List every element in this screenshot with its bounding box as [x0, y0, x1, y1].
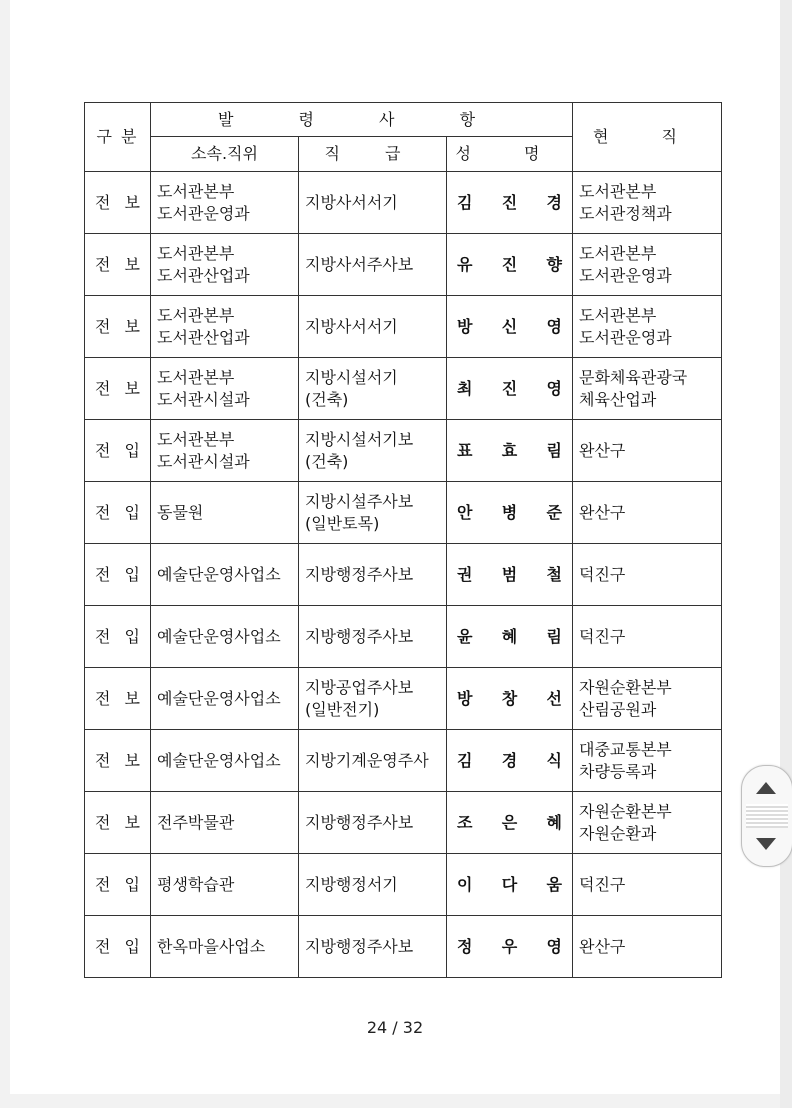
hyeonjik-line: 완산구 — [579, 440, 626, 460]
gubun-char: 전 — [95, 812, 111, 832]
gubun-char: 보 — [124, 254, 140, 274]
cell-hyeonjik — [573, 358, 722, 420]
gubun-char: 전 — [95, 502, 111, 522]
cell-sosok — [151, 296, 299, 358]
cell-name — [447, 172, 573, 234]
name-char: 윤 — [457, 626, 473, 646]
jikgeup-line: 지방사서서기 — [305, 316, 398, 336]
jikgeup-line: 지방행정주사보 — [305, 812, 414, 832]
header-jikgeup: 직 급 — [299, 137, 447, 172]
gubun-char: 전 — [95, 936, 111, 956]
cell-hyeonjik — [573, 916, 722, 978]
gubun-char: 전 — [95, 440, 111, 460]
hyeonjik-line: 덕진구 — [579, 874, 626, 894]
hyeonjik-line: 도서관본부 — [579, 243, 657, 263]
jikgeup-line: 지방기계운영주사 — [305, 750, 429, 770]
cell-sosok — [151, 482, 299, 544]
sosok-line: 도서관시설과 — [157, 451, 250, 471]
table-row — [85, 420, 722, 482]
cell-sosok — [151, 420, 299, 482]
name-char: 경 — [546, 192, 562, 212]
page-scroll-control[interactable] — [741, 765, 792, 867]
hyeonjik-line: 자원순환본부 — [579, 677, 672, 697]
cell-gubun — [85, 854, 151, 916]
sosok-line: 도서관운영과 — [157, 203, 250, 223]
hyeonjik-line: 완산구 — [579, 502, 626, 522]
jikgeup-line: 지방사서서기 — [305, 192, 398, 212]
name-char: 움 — [546, 874, 562, 894]
sosok-line: 예술단운영사업소 — [157, 564, 281, 584]
gubun-char: 전 — [95, 750, 111, 770]
name-char: 방 — [457, 316, 473, 336]
name-char: 우 — [501, 936, 518, 956]
gubun-char: 보 — [124, 378, 140, 398]
header-seongmyeong: 성 명 — [447, 137, 573, 172]
table-row — [85, 792, 722, 854]
table-row — [85, 358, 722, 420]
cell-hyeonjik — [573, 544, 722, 606]
cell-jikgeup — [299, 420, 447, 482]
jikgeup-line: (일반토목) — [305, 513, 380, 533]
name-char: 효 — [501, 440, 518, 460]
sosok-line: 도서관본부 — [157, 429, 235, 449]
gubun-char: 보 — [124, 316, 140, 336]
sosok-line: 도서관본부 — [157, 305, 235, 325]
name-char: 진 — [501, 254, 518, 274]
cell-sosok — [151, 730, 299, 792]
hyeonjik-line: 완산구 — [579, 936, 626, 956]
name-char: 김 — [457, 192, 473, 212]
table-row — [85, 606, 722, 668]
jikgeup-line: (건축) — [305, 451, 349, 471]
sosok-line: 전주박물관 — [157, 812, 235, 832]
gubun-char: 입 — [124, 936, 140, 956]
cell-jikgeup — [299, 482, 447, 544]
table-row — [85, 296, 722, 358]
gubun-char: 전 — [95, 192, 111, 212]
hyeonjik-line: 차량등록과 — [579, 761, 657, 781]
cell-jikgeup — [299, 358, 447, 420]
name-char: 창 — [501, 688, 518, 708]
hyeonjik-line: 덕진구 — [579, 626, 626, 646]
gubun-char: 전 — [95, 626, 111, 646]
name-char: 선 — [546, 688, 562, 708]
sosok-line: 동물원 — [157, 502, 204, 522]
cell-gubun — [85, 544, 151, 606]
name-char: 영 — [546, 316, 562, 336]
jikgeup-line: (건축) — [305, 389, 349, 409]
name-char: 향 — [546, 254, 562, 274]
table-row — [85, 482, 722, 544]
jikgeup-line: 지방공업주사보 — [305, 677, 414, 697]
cell-gubun — [85, 606, 151, 668]
sosok-line: 도서관산업과 — [157, 327, 250, 347]
cell-name — [447, 854, 573, 916]
cell-hyeonjik — [573, 482, 722, 544]
hyeonjik-line: 도서관정책과 — [579, 203, 672, 223]
cell-jikgeup — [299, 668, 447, 730]
gubun-char: 입 — [124, 502, 140, 522]
cell-name — [447, 916, 573, 978]
cell-hyeonjik — [573, 296, 722, 358]
cell-name — [447, 792, 573, 854]
hyeonjik-line: 자원순환본부 — [579, 801, 672, 821]
cell-jikgeup — [299, 854, 447, 916]
sosok-line: 예술단운영사업소 — [157, 626, 281, 646]
name-char: 안 — [457, 502, 473, 522]
cell-hyeonjik — [573, 854, 722, 916]
hyeonjik-line: 자원순환과 — [579, 823, 657, 843]
jikgeup-line: 지방행정주사보 — [305, 936, 414, 956]
gubun-char: 전 — [95, 688, 111, 708]
cell-hyeonjik — [573, 234, 722, 296]
jikgeup-line: 지방시설서기보 — [305, 429, 414, 449]
cell-hyeonjik — [573, 172, 722, 234]
gubun-char: 보 — [124, 688, 140, 708]
scroll-grip[interactable] — [746, 804, 788, 828]
name-char: 범 — [501, 564, 518, 584]
name-char: 최 — [457, 378, 473, 398]
sosok-line: 도서관본부 — [157, 367, 235, 387]
jikgeup-line: 지방시설주사보 — [305, 491, 414, 511]
name-char: 다 — [501, 874, 518, 894]
table-row — [85, 172, 722, 234]
jikgeup-line: 지방사서주사보 — [305, 254, 414, 274]
sosok-line: 한옥마을사업소 — [157, 936, 266, 956]
cell-name — [447, 296, 573, 358]
viewer-scroll-track — [780, 0, 792, 1108]
jikgeup-line: 지방행정서기 — [305, 874, 398, 894]
cell-gubun — [85, 296, 151, 358]
cell-gubun — [85, 916, 151, 978]
page-number: 24 / 32 — [366, 1018, 424, 1037]
table-row — [85, 234, 722, 296]
jikgeup-line: 지방행정주사보 — [305, 564, 414, 584]
name-char: 림 — [546, 440, 562, 460]
cell-name — [447, 482, 573, 544]
chevron-up-icon[interactable] — [756, 782, 776, 794]
sosok-line: 도서관본부 — [157, 181, 235, 201]
name-char: 영 — [546, 378, 562, 398]
name-char: 병 — [501, 502, 518, 522]
name-char: 정 — [457, 936, 473, 956]
sosok-line: 도서관산업과 — [157, 265, 250, 285]
cell-sosok — [151, 172, 299, 234]
cell-name — [447, 668, 573, 730]
gubun-char: 입 — [124, 564, 140, 584]
cell-sosok — [151, 916, 299, 978]
gubun-char: 입 — [124, 626, 140, 646]
name-char: 진 — [501, 192, 518, 212]
cell-jikgeup — [299, 916, 447, 978]
cell-sosok — [151, 358, 299, 420]
name-char: 유 — [457, 254, 473, 274]
sosok-line: 평생학습관 — [157, 874, 235, 894]
sosok-line: 도서관본부 — [157, 243, 235, 263]
table-row — [85, 916, 722, 978]
hyeonjik-line: 산림공원과 — [579, 699, 657, 719]
cell-sosok — [151, 544, 299, 606]
name-char: 식 — [546, 750, 562, 770]
cell-hyeonjik — [573, 606, 722, 668]
cell-gubun — [85, 730, 151, 792]
jikgeup-line: 지방시설서기 — [305, 367, 398, 387]
name-char: 준 — [546, 502, 562, 522]
cell-name — [447, 234, 573, 296]
sosok-line: 도서관시설과 — [157, 389, 250, 409]
hyeonjik-line: 도서관본부 — [579, 305, 657, 325]
name-char: 김 — [457, 750, 473, 770]
jikgeup-line: (일반전기) — [305, 699, 380, 719]
gubun-char: 전 — [95, 378, 111, 398]
cell-gubun — [85, 234, 151, 296]
hyeonjik-line: 도서관운영과 — [579, 327, 672, 347]
cell-sosok — [151, 854, 299, 916]
cell-jikgeup — [299, 792, 447, 854]
cell-gubun — [85, 172, 151, 234]
gubun-char: 입 — [124, 440, 140, 460]
chevron-down-icon[interactable] — [756, 838, 776, 850]
gubun-char: 보 — [124, 750, 140, 770]
hyeonjik-line: 체육산업과 — [579, 389, 657, 409]
hyeonjik-line: 문화체육관광국 — [579, 367, 688, 387]
table-row — [85, 730, 722, 792]
name-char: 은 — [501, 812, 518, 832]
name-char: 진 — [501, 378, 518, 398]
cell-name — [447, 358, 573, 420]
gubun-char: 보 — [124, 812, 140, 832]
name-char: 방 — [457, 688, 473, 708]
name-char: 철 — [546, 564, 562, 584]
hyeonjik-line: 도서관본부 — [579, 181, 657, 201]
name-char: 영 — [546, 936, 562, 956]
gubun-char: 전 — [95, 316, 111, 336]
gubun-char: 전 — [95, 254, 111, 274]
header-hyeonjik: 현 직 — [573, 103, 722, 172]
cell-sosok — [151, 668, 299, 730]
cell-jikgeup — [299, 606, 447, 668]
gubun-char: 보 — [124, 192, 140, 212]
name-char: 경 — [501, 750, 518, 770]
cell-sosok — [151, 234, 299, 296]
personnel-table — [84, 102, 722, 978]
cell-name — [447, 420, 573, 482]
gubun-char: 전 — [95, 874, 111, 894]
cell-hyeonjik — [573, 792, 722, 854]
gubun-char: 전 — [95, 564, 111, 584]
cell-gubun — [85, 668, 151, 730]
table-row — [85, 544, 722, 606]
name-char: 이 — [457, 874, 473, 894]
cell-hyeonjik — [573, 420, 722, 482]
cell-sosok — [151, 606, 299, 668]
name-char: 혜 — [546, 812, 562, 832]
cell-jikgeup — [299, 544, 447, 606]
hyeonjik-line: 덕진구 — [579, 564, 626, 584]
cell-sosok — [151, 792, 299, 854]
name-char: 조 — [457, 812, 473, 832]
cell-jikgeup — [299, 172, 447, 234]
sosok-line: 예술단운영사업소 — [157, 750, 281, 770]
name-char: 신 — [501, 316, 518, 336]
hyeonjik-line: 대중교통본부 — [579, 739, 672, 759]
table-row — [85, 854, 722, 916]
hyeonjik-line: 도서관운영과 — [579, 265, 672, 285]
name-char: 혜 — [501, 626, 518, 646]
cell-name — [447, 730, 573, 792]
cell-hyeonjik — [573, 730, 722, 792]
cell-name — [447, 544, 573, 606]
cell-gubun — [85, 482, 151, 544]
table-row — [85, 668, 722, 730]
header-baryeong: 발 령 사 항 — [151, 103, 573, 137]
cell-gubun — [85, 792, 151, 854]
cell-hyeonjik — [573, 668, 722, 730]
name-char: 권 — [457, 564, 473, 584]
gubun-char: 입 — [124, 874, 140, 894]
cell-jikgeup — [299, 730, 447, 792]
cell-name — [447, 606, 573, 668]
jikgeup-line: 지방행정주사보 — [305, 626, 414, 646]
cell-gubun — [85, 420, 151, 482]
name-char: 림 — [546, 626, 562, 646]
cell-jikgeup — [299, 296, 447, 358]
cell-jikgeup — [299, 234, 447, 296]
header-sosok: 소속.직위 — [151, 137, 299, 172]
name-char: 표 — [457, 440, 473, 460]
document-page — [10, 0, 780, 1094]
header-gubun: 구 분 — [85, 103, 151, 172]
sosok-line: 예술단운영사업소 — [157, 688, 281, 708]
cell-gubun — [85, 358, 151, 420]
